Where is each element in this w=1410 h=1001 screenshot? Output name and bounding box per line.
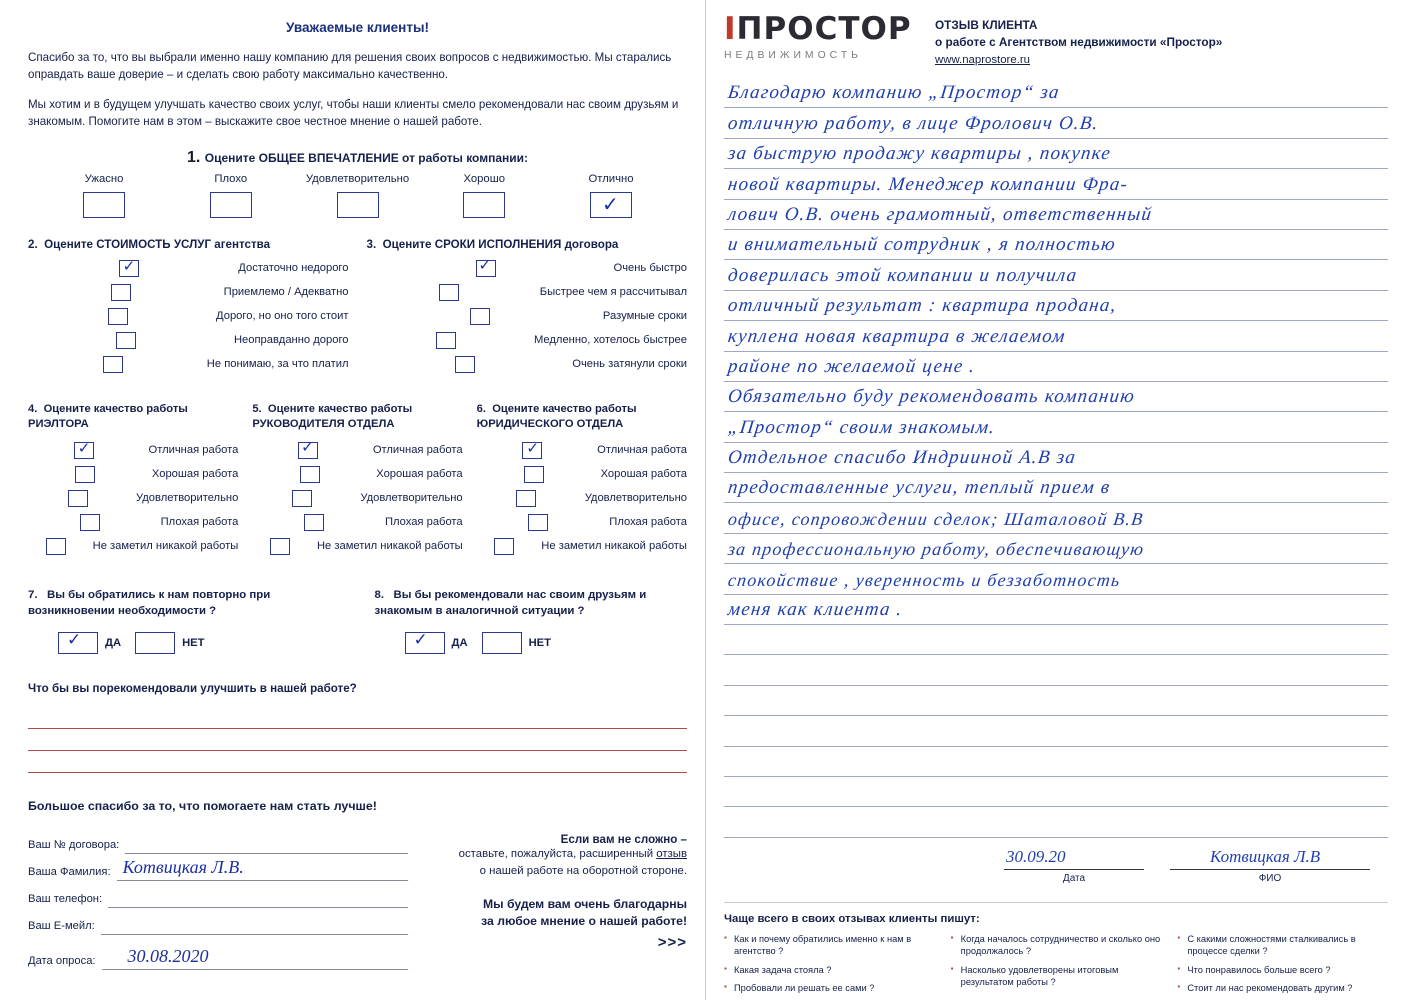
- review-line[interactable]: [724, 443, 1388, 473]
- review-line[interactable]: [724, 503, 1388, 533]
- scale-checkbox[interactable]: [463, 192, 505, 218]
- review-line[interactable]: [724, 139, 1388, 169]
- field-value: Котвицкая Л.В.: [122, 856, 244, 877]
- side-note-body-2: о нашей работе на оборотной стороне.: [479, 864, 687, 877]
- option-label: Разумные сроки: [602, 310, 687, 323]
- question-7-text: Вы бы обратились к нам повторно при возникновении необходимости ?: [28, 588, 271, 617]
- field-surname[interactable]: [28, 854, 408, 881]
- option-checkbox[interactable]: [494, 538, 514, 555]
- improve-answer-area[interactable]: [28, 707, 687, 773]
- field-label: Ваш Е-мейл:: [28, 919, 95, 932]
- option-checkbox[interactable]: [46, 538, 66, 555]
- yes-checkbox-checked[interactable]: [405, 629, 445, 654]
- arrows-icon: >>>: [657, 934, 687, 952]
- option-checkbox-checked[interactable]: [476, 257, 496, 277]
- option-label: Дорого, но оно того стоит: [216, 310, 349, 323]
- review-line[interactable]: [724, 777, 1388, 807]
- scale-label: Хорошо: [463, 172, 506, 185]
- date-caption: Дата: [1062, 872, 1086, 884]
- option-label: Достаточно недорого: [238, 262, 349, 275]
- no-label: НЕТ: [528, 636, 551, 649]
- option-label: Хорошая работа: [376, 468, 463, 481]
- side-note-body: [418, 846, 687, 880]
- questions-2-3: [28, 238, 687, 380]
- review-line[interactable]: [724, 352, 1388, 382]
- review-line-text: новой квартиры. Менеджер компании Фра-: [726, 173, 1130, 195]
- checkmark-icon: ✓: [526, 440, 539, 457]
- review-line-text: за быструю продажу квартиры , покупке: [726, 143, 1113, 165]
- option-label: Плохая работа: [609, 516, 687, 529]
- thanks-message: Большое спасибо за то, что помогаете нам стать лучше!: [28, 798, 377, 813]
- review-title: ОТЗЫВ КЛИЕНТА: [935, 18, 1038, 32]
- option-label: Неоправданно дорого: [233, 334, 349, 347]
- option-label: Очень затянули сроки: [572, 358, 687, 371]
- option-label: Не заметил никакой работы: [541, 540, 687, 553]
- field-phone[interactable]: [28, 881, 408, 908]
- option-checkbox[interactable]: [116, 332, 136, 349]
- signature-date[interactable]: [1004, 844, 1144, 884]
- option-row[interactable]: [252, 538, 462, 555]
- option-checkbox[interactable]: [270, 538, 290, 555]
- date-line[interactable]: [1004, 844, 1144, 870]
- review-line-text: предоставленные услуги, теплый прием в: [726, 477, 1112, 499]
- question-8: [375, 588, 688, 654]
- improve-question: Что бы вы порекомендовали улучшить в нашей работе?: [28, 681, 357, 695]
- review-line[interactable]: [724, 412, 1388, 442]
- right-page: [705, 0, 1410, 1000]
- checkmark-icon: ✓: [478, 257, 492, 274]
- question-3-number: 3.: [366, 237, 377, 251]
- option-checkbox[interactable]: [516, 490, 536, 507]
- option-checkbox[interactable]: [111, 284, 131, 301]
- option-checkbox[interactable]: [436, 332, 456, 349]
- option-label: Плохая работа: [384, 516, 463, 529]
- option-label: Плохая работа: [160, 516, 239, 529]
- yes-label: ДА: [451, 636, 468, 649]
- improve-answer-line[interactable]: [28, 729, 687, 751]
- yes-label: ДА: [105, 636, 122, 649]
- option-row[interactable]: [28, 356, 349, 373]
- field-input[interactable]: [102, 945, 408, 970]
- option-checkbox[interactable]: [304, 514, 324, 531]
- question-6-heading: [477, 402, 687, 432]
- client-details-section: [28, 827, 687, 970]
- faq-item: ▪ Какая задача стояла ?: [724, 964, 935, 977]
- scale-checkbox-checked[interactable]: [590, 192, 632, 218]
- option-checkbox[interactable]: [524, 466, 544, 483]
- review-line[interactable]: [724, 625, 1388, 655]
- review-line[interactable]: [724, 108, 1388, 138]
- review-title-block: [935, 14, 1222, 66]
- review-line[interactable]: [724, 473, 1388, 503]
- review-line[interactable]: [724, 291, 1388, 321]
- question-7: [28, 588, 341, 654]
- option-row[interactable]: [367, 308, 688, 325]
- review-subtitle: о работе с Агентством недвижимости «Простор»: [935, 35, 1223, 49]
- header: [724, 11, 1388, 66]
- improve-answer-line[interactable]: [28, 707, 687, 729]
- faq-item: ▪ Стоит ли нас рекомендовать другим ?: [1177, 982, 1388, 995]
- option-checkbox[interactable]: [80, 514, 100, 531]
- scale-option-ploho[interactable]: [173, 173, 289, 218]
- review-line[interactable]: [724, 655, 1388, 685]
- page-title: Уважаемые клиенты!: [286, 20, 429, 35]
- question-7-no[interactable]: [135, 632, 204, 654]
- field-value: 30.08.2020: [127, 945, 209, 966]
- question-5: [252, 402, 462, 562]
- question-5-number: 5.: [252, 402, 262, 415]
- option-label: Приемлемо / Адекватно: [223, 286, 349, 299]
- option-row[interactable]: [28, 332, 349, 349]
- option-label: Хорошая работа: [151, 468, 239, 481]
- option-row[interactable]: [252, 490, 462, 507]
- option-row[interactable]: [477, 490, 687, 507]
- review-line[interactable]: [724, 595, 1388, 625]
- field-label: Дата опроса:: [28, 954, 96, 967]
- option-row[interactable]: [367, 257, 688, 277]
- question-8-heading: [375, 588, 688, 620]
- scale-checkbox[interactable]: [83, 192, 125, 218]
- field-input[interactable]: [101, 915, 408, 935]
- checkmark-icon: ✓: [602, 193, 619, 216]
- review-line[interactable]: [724, 169, 1388, 199]
- name-value: Котвицкая Л.В: [1210, 846, 1321, 866]
- option-label: Отличная работа: [597, 444, 687, 457]
- scale-option-uzhasno[interactable]: [46, 173, 162, 218]
- scale-option-horosho[interactable]: [426, 173, 542, 218]
- scale-option-otlichno[interactable]: [553, 173, 669, 218]
- review-line[interactable]: [724, 716, 1388, 746]
- option-label: Удовлетворительно: [136, 492, 239, 505]
- side-note-title: Если вам не сложно –: [560, 832, 687, 846]
- option-checkbox[interactable]: [103, 356, 123, 373]
- question-6: [477, 402, 687, 562]
- faq-item: ▪ Насколько удовлетворены итоговым результатом работы ?: [951, 964, 1162, 989]
- review-line[interactable]: [724, 564, 1388, 594]
- handwritten-review-area[interactable]: [724, 78, 1388, 838]
- option-row[interactable]: [28, 514, 238, 531]
- field-label: Ваш № договора:: [28, 838, 120, 851]
- option-label: Очень быстро: [613, 262, 687, 275]
- review-line[interactable]: [724, 230, 1388, 260]
- option-row[interactable]: [477, 442, 687, 459]
- review-line-text: лович О.В. очень грамотный, ответственный: [726, 203, 1154, 225]
- question-3: [367, 238, 688, 380]
- review-line-text: спокойствие , уверенность и беззаботность: [726, 569, 1122, 590]
- field-email[interactable]: [28, 908, 408, 935]
- field-input[interactable]: [117, 856, 408, 881]
- side-note-bold: [418, 896, 687, 930]
- logo-bar-icon: І: [724, 11, 737, 47]
- scale-checkbox[interactable]: [337, 192, 379, 218]
- question-1-text: Оцените ОБЩЕЕ ВПЕЧАТЛЕНИЕ от работы компании:: [204, 150, 529, 165]
- option-checkbox[interactable]: [108, 308, 128, 325]
- field-survey-date[interactable]: [28, 943, 408, 970]
- question-1-number: 1.: [186, 148, 201, 166]
- option-row[interactable]: [477, 466, 687, 483]
- side-note: [418, 827, 687, 970]
- review-line-text: Обязательно буду рекомендовать компанию: [726, 386, 1137, 408]
- option-checkbox-checked[interactable]: [522, 442, 542, 459]
- option-label: Хорошая работа: [600, 468, 687, 481]
- option-row[interactable]: [28, 284, 349, 301]
- faq-section: [724, 902, 1388, 1001]
- option-row[interactable]: [477, 538, 687, 555]
- option-row[interactable]: [28, 490, 238, 507]
- review-line-text: офисе, сопровождении сделок; Шаталовой В.В: [726, 508, 1145, 529]
- question-6-text: Оцените качество работы ЮРИДИЧЕСКОГО ОТДЕЛА: [476, 402, 637, 430]
- questions-4-5-6: [28, 402, 687, 562]
- field-input[interactable]: [125, 834, 408, 854]
- question-2-number: 2.: [28, 237, 38, 251]
- intro-paragraph-2: Мы хотим и в будущем улучшать качество своих услуг, чтобы наши клиенты смело рекомендовали нас своим друзьям и знакомым. Помогите нам в этом – выскажите свое честное мнение о нашей работе.: [28, 97, 679, 129]
- option-checkbox[interactable]: [75, 466, 95, 483]
- logo: [724, 11, 912, 61]
- option-checkbox[interactable]: [470, 308, 490, 325]
- field-input[interactable]: [108, 888, 408, 908]
- intro-paragraph-1: Спасибо за то, что вы выбрали именно нашу компанию для решения своих вопросов с недвижимостью. Мы старались оправдать ваше доверие – и сделать свою работу максимально качественно.: [28, 51, 672, 82]
- checkmark-icon: ✓: [413, 629, 428, 649]
- option-label: Медленно, хотелось быстрее: [533, 334, 687, 347]
- signature-row: [724, 844, 1388, 884]
- option-label: Не заметил никакой работы: [316, 540, 463, 553]
- review-line-text: отличный результат : квартира продана,: [726, 295, 1118, 317]
- review-line-text: и внимательный сотрудник , я полностью: [726, 234, 1118, 256]
- faq-item: ▪ Как и почему обратились именно к нам в агентство ?: [724, 933, 935, 958]
- faq-title: Чаще всего в своих отзывах клиенты пишут:: [724, 912, 980, 925]
- logo-wordmark: [724, 11, 912, 47]
- question-2: [28, 238, 349, 380]
- review-line-text: меня как клиента .: [726, 599, 904, 621]
- review-line[interactable]: [724, 686, 1388, 716]
- review-line-text: куплена новая квартира в желаемом: [726, 325, 1067, 347]
- client-fields: [28, 827, 408, 970]
- side-note-bold-2: за любое мнение о нашей работе!: [481, 914, 687, 929]
- question-5-text: Оцените качество работы РУКОВОДИТЕЛЯ ОТДЕЛА: [252, 402, 413, 430]
- review-line[interactable]: [724, 747, 1388, 777]
- question-4-heading: [28, 402, 238, 432]
- side-note-link[interactable]: отзыв: [656, 847, 687, 860]
- option-row[interactable]: [367, 284, 688, 301]
- checkmark-icon: ✓: [301, 439, 314, 456]
- option-row[interactable]: [367, 332, 688, 349]
- field-contract-number[interactable]: [28, 827, 408, 854]
- option-checkbox-checked[interactable]: [298, 439, 318, 459]
- faq-column-3: [1177, 933, 1388, 1001]
- review-line-text: доверилась этой компании и получила: [726, 264, 1079, 286]
- question-3-text: Оцените СРОКИ ИСПОЛНЕНИЯ договора: [382, 237, 619, 251]
- question-8-no[interactable]: [482, 632, 551, 654]
- question-7-number: 7.: [28, 588, 38, 601]
- review-line-text: за профессиональную работу, обеспечивающую: [726, 539, 1146, 560]
- option-row[interactable]: [28, 260, 349, 277]
- checkmark-icon: ✓: [67, 629, 82, 649]
- option-row[interactable]: [367, 356, 688, 373]
- question-7-heading: [28, 588, 341, 620]
- option-label: Быстрее чем я рассчитывал: [539, 286, 687, 299]
- option-label: Удовлетворительно: [360, 492, 463, 505]
- review-line[interactable]: [724, 382, 1388, 412]
- faq-item: ▪ С какими сложностями сталкивались в процессе сделки ?: [1177, 933, 1388, 958]
- option-checkbox[interactable]: [528, 514, 548, 531]
- scale-label: Удовлетворительно: [305, 172, 410, 185]
- option-label: Не понимаю, за что платил: [206, 358, 349, 371]
- option-row[interactable]: [28, 308, 349, 325]
- option-checkbox[interactable]: [439, 284, 459, 301]
- question-8-text: Вы бы рекомендовали нас своим друзьям и знакомым в аналогичной ситуации ?: [374, 588, 647, 617]
- logo-text: ПРОСТОР: [736, 11, 912, 47]
- review-line-text: „Простор“ своим знакомым.: [726, 416, 997, 438]
- option-row[interactable]: [477, 514, 687, 531]
- faq-column-1: [724, 933, 935, 1001]
- option-row[interactable]: [252, 514, 462, 531]
- review-line-text: Благодарю компанию „Простор“ за: [726, 82, 1062, 104]
- website-link[interactable]: www.naprostore.ru: [935, 54, 1030, 66]
- option-label: Удовлетворительно: [584, 492, 687, 505]
- review-line[interactable]: [724, 534, 1388, 564]
- checkmark-icon: ✓: [77, 440, 91, 457]
- question-4: [28, 402, 238, 562]
- field-label: Ваша Фамилия:: [28, 865, 111, 878]
- faq-columns: [724, 933, 1388, 1001]
- side-note-body-1: оставьте, пожалуйста, расширенный: [458, 847, 657, 860]
- yes-checkbox-checked[interactable]: [58, 629, 98, 654]
- date-value: 30.09.20: [1006, 846, 1066, 866]
- option-checkbox[interactable]: [300, 466, 320, 483]
- question-1: [28, 149, 687, 167]
- logo-subtitle: НЕДВИЖИМОСТЬ: [724, 50, 862, 61]
- option-label: Не заметил никакой работы: [92, 540, 239, 553]
- scale-checkbox[interactable]: [210, 192, 252, 218]
- review-line-text: отличную работу, в лице Фролович О.В.: [726, 112, 1101, 134]
- no-checkbox[interactable]: [482, 632, 522, 654]
- faq-item: ▪ Что понравилось больше всего ?: [1177, 964, 1388, 977]
- question-5-heading: [252, 402, 462, 432]
- questions-7-8: [28, 588, 687, 654]
- question-8-number: 8.: [374, 588, 384, 601]
- no-label: НЕТ: [182, 636, 205, 649]
- option-row[interactable]: [252, 466, 462, 483]
- checkmark-icon: ✓: [122, 258, 136, 275]
- review-line[interactable]: [724, 200, 1388, 230]
- name-line[interactable]: [1170, 844, 1370, 870]
- question-4-text: Оцените качество работы РИЭЛТОРА: [28, 402, 188, 430]
- option-label: Отличная работа: [148, 444, 239, 457]
- scale-label: Отлично: [588, 172, 634, 185]
- faq-item: ▪ Пробовали ли решать ее сами ?: [724, 982, 935, 995]
- question-3-heading: [367, 238, 688, 251]
- option-checkbox[interactable]: [455, 356, 475, 373]
- option-checkbox-checked[interactable]: [119, 260, 139, 277]
- scale-label: Ужасно: [84, 172, 124, 185]
- review-line-text: Отдельное спасибо Индрииной А.В за: [726, 447, 1078, 469]
- question-4-number: 4.: [28, 402, 38, 415]
- review-line[interactable]: [724, 78, 1388, 108]
- option-checkbox[interactable]: [68, 490, 88, 507]
- review-line[interactable]: [724, 807, 1388, 837]
- faq-item: ▪ Когда началось сотрудничество и сколько оно продолжалось ?: [951, 933, 1162, 958]
- question-6-number: 6.: [476, 402, 486, 415]
- option-row[interactable]: [28, 538, 238, 555]
- no-checkbox[interactable]: [135, 632, 175, 654]
- question-8-yes[interactable]: [405, 629, 468, 654]
- option-checkbox-checked[interactable]: [74, 442, 94, 459]
- side-note-bold-1: Мы будем вам очень благодарны: [483, 896, 687, 911]
- question-2-heading: [28, 238, 349, 251]
- improve-answer-line[interactable]: [28, 751, 687, 773]
- faq-column-2: [951, 933, 1162, 1001]
- option-row[interactable]: [28, 466, 238, 483]
- name-caption: ФИО: [1258, 872, 1282, 884]
- review-line-text: районе по желаемой цене .: [726, 355, 977, 377]
- field-label: Ваш телефон:: [28, 892, 103, 905]
- review-line[interactable]: [724, 321, 1388, 351]
- option-checkbox[interactable]: [292, 490, 312, 507]
- question-7-yes[interactable]: [58, 629, 122, 654]
- option-label: Отличная работа: [372, 444, 463, 457]
- scale-label: Плохо: [214, 172, 248, 185]
- question-1-scale: [28, 173, 687, 218]
- review-line[interactable]: [724, 260, 1388, 290]
- signature-name[interactable]: [1170, 844, 1370, 884]
- option-row[interactable]: [28, 442, 238, 459]
- question-2-text: Оцените СТОИМОСТЬ УСЛУГ агентства: [44, 237, 271, 251]
- left-page: [0, 0, 705, 1000]
- scale-option-udovletvoritelno[interactable]: [300, 173, 416, 218]
- option-row[interactable]: [252, 439, 463, 459]
